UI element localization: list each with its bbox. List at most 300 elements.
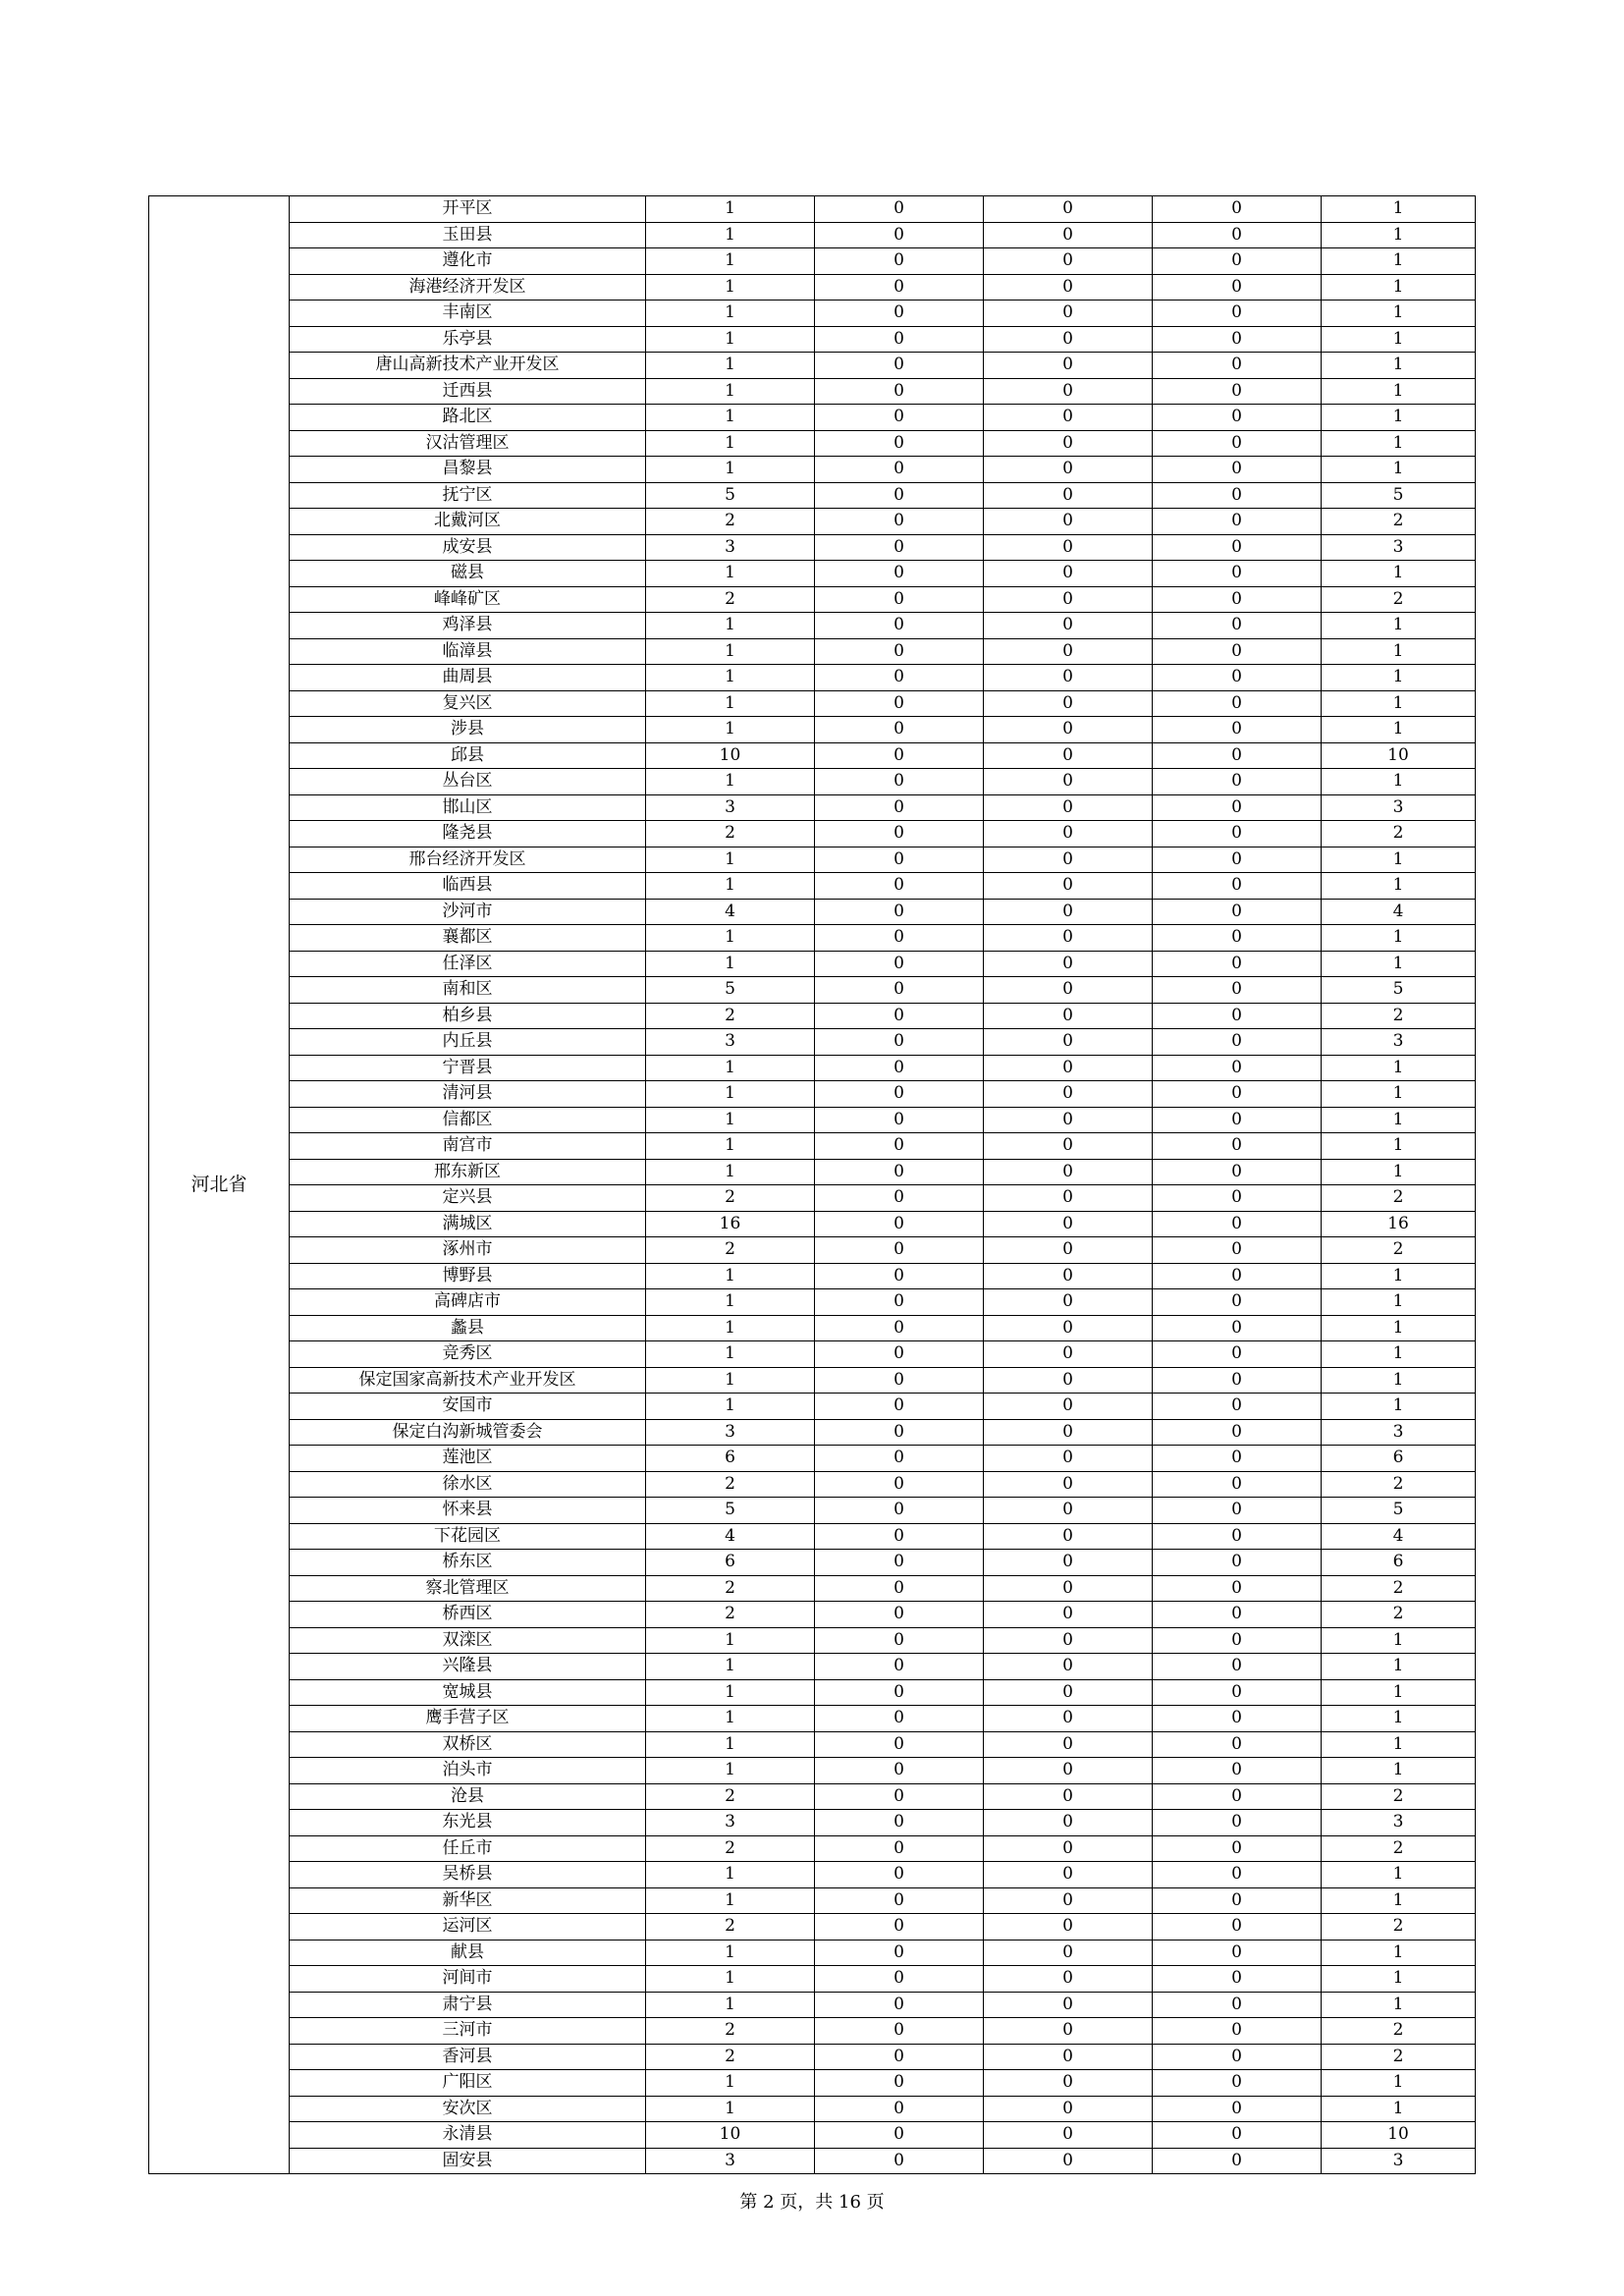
count-cell: 1 bbox=[1322, 1679, 1476, 1706]
table-row bbox=[149, 794, 1476, 821]
count-cell: 1 bbox=[1322, 561, 1476, 587]
table-row bbox=[149, 586, 1476, 613]
count-cell: 0 bbox=[815, 1679, 984, 1706]
table-row bbox=[149, 1185, 1476, 1212]
table-row bbox=[149, 326, 1476, 353]
count-cell: 0 bbox=[815, 613, 984, 639]
count-cell: 0 bbox=[1153, 222, 1322, 248]
count-cell: 0 bbox=[815, 2148, 984, 2174]
count-cell: 0 bbox=[815, 1758, 984, 1784]
count-cell: 0 bbox=[984, 1835, 1153, 1862]
district-name-cell: 安国市 bbox=[290, 1394, 646, 1420]
count-cell: 1 bbox=[646, 1394, 815, 1420]
count-cell: 0 bbox=[984, 222, 1153, 248]
count-cell: 0 bbox=[984, 457, 1153, 483]
table-row bbox=[149, 690, 1476, 717]
district-name-cell: 保定国家高新技术产业开发区 bbox=[290, 1367, 646, 1394]
district-name-cell: 临西县 bbox=[290, 873, 646, 900]
count-cell: 0 bbox=[815, 873, 984, 900]
count-cell: 0 bbox=[984, 769, 1153, 795]
district-name-cell: 峰峰矿区 bbox=[290, 586, 646, 613]
count-cell: 0 bbox=[815, 899, 984, 925]
count-cell: 0 bbox=[1153, 326, 1322, 353]
count-cell: 1 bbox=[646, 1289, 815, 1316]
count-cell: 0 bbox=[984, 1471, 1153, 1498]
district-name-cell: 海港经济开发区 bbox=[290, 274, 646, 301]
count-cell: 1 bbox=[1322, 690, 1476, 717]
count-cell: 1 bbox=[1322, 1315, 1476, 1341]
count-cell: 0 bbox=[984, 2148, 1153, 2174]
count-cell: 0 bbox=[1153, 1887, 1322, 1914]
count-cell: 0 bbox=[984, 1289, 1153, 1316]
count-cell: 1 bbox=[1322, 1289, 1476, 1316]
count-cell: 3 bbox=[1322, 2148, 1476, 2174]
table-row bbox=[149, 665, 1476, 691]
count-cell: 0 bbox=[984, 742, 1153, 769]
table-row bbox=[149, 1029, 1476, 1056]
count-cell: 1 bbox=[646, 1133, 815, 1160]
count-cell: 0 bbox=[815, 977, 984, 1004]
table-row bbox=[149, 1914, 1476, 1941]
count-cell: 2 bbox=[646, 1471, 815, 1498]
count-cell: 0 bbox=[984, 951, 1153, 977]
count-cell: 2 bbox=[646, 586, 815, 613]
count-cell: 2 bbox=[646, 1237, 815, 1264]
count-cell: 0 bbox=[984, 586, 1153, 613]
count-cell: 16 bbox=[1322, 1211, 1476, 1237]
count-cell: 1 bbox=[646, 274, 815, 301]
district-name-cell: 南宫市 bbox=[290, 1133, 646, 1160]
count-cell: 0 bbox=[984, 1419, 1153, 1446]
count-cell: 1 bbox=[646, 1367, 815, 1394]
count-cell: 1 bbox=[646, 769, 815, 795]
district-name-cell: 邯山区 bbox=[290, 794, 646, 821]
count-cell: 1 bbox=[646, 1940, 815, 1966]
count-cell: 6 bbox=[646, 1550, 815, 1576]
district-name-cell: 南和区 bbox=[290, 977, 646, 1004]
district-name-cell: 昌黎县 bbox=[290, 457, 646, 483]
count-cell: 0 bbox=[815, 1341, 984, 1368]
count-cell: 10 bbox=[646, 742, 815, 769]
table-row bbox=[149, 2096, 1476, 2122]
count-cell: 0 bbox=[1153, 196, 1322, 223]
count-cell: 0 bbox=[984, 1107, 1153, 1133]
table-row bbox=[149, 1237, 1476, 1264]
count-cell: 0 bbox=[815, 821, 984, 847]
count-cell: 1 bbox=[646, 1341, 815, 1368]
count-cell: 0 bbox=[1153, 717, 1322, 743]
count-cell: 0 bbox=[984, 1159, 1153, 1185]
table-row bbox=[149, 1550, 1476, 1576]
district-name-cell: 成安县 bbox=[290, 534, 646, 561]
district-name-cell: 高碑店市 bbox=[290, 1289, 646, 1316]
count-cell: 0 bbox=[1153, 1966, 1322, 1993]
district-name-cell: 隆尧县 bbox=[290, 821, 646, 847]
count-cell: 0 bbox=[1153, 690, 1322, 717]
count-cell: 1 bbox=[1322, 1940, 1476, 1966]
district-name-cell: 三河市 bbox=[290, 2018, 646, 2045]
count-cell: 1 bbox=[1322, 1055, 1476, 1081]
count-cell: 1 bbox=[646, 2070, 815, 2097]
count-cell: 0 bbox=[1153, 378, 1322, 405]
count-cell: 0 bbox=[984, 1237, 1153, 1264]
count-cell: 1 bbox=[1322, 665, 1476, 691]
table-row bbox=[149, 1810, 1476, 1836]
count-cell: 5 bbox=[1322, 977, 1476, 1004]
count-cell: 0 bbox=[1153, 2044, 1322, 2070]
count-cell: 0 bbox=[984, 2122, 1153, 2149]
count-cell: 0 bbox=[984, 1575, 1153, 1602]
table-row bbox=[149, 561, 1476, 587]
count-cell: 0 bbox=[815, 457, 984, 483]
count-cell: 0 bbox=[984, 1003, 1153, 1029]
count-cell: 0 bbox=[1153, 1081, 1322, 1108]
count-cell: 0 bbox=[815, 1731, 984, 1758]
district-name-cell: 襄都区 bbox=[290, 925, 646, 952]
count-cell: 2 bbox=[1322, 2044, 1476, 2070]
table-row bbox=[149, 1992, 1476, 2018]
table-row bbox=[149, 613, 1476, 639]
count-cell: 0 bbox=[815, 1394, 984, 1420]
count-cell: 2 bbox=[1322, 1237, 1476, 1264]
count-cell: 0 bbox=[1153, 1862, 1322, 1888]
table-row bbox=[149, 977, 1476, 1004]
table-row bbox=[149, 1289, 1476, 1316]
count-cell: 0 bbox=[815, 1211, 984, 1237]
district-name-cell: 蠡县 bbox=[290, 1315, 646, 1341]
count-cell: 0 bbox=[815, 1185, 984, 1212]
count-cell: 1 bbox=[646, 1654, 815, 1680]
count-cell: 5 bbox=[1322, 482, 1476, 509]
count-cell: 0 bbox=[815, 1602, 984, 1628]
district-name-cell: 新华区 bbox=[290, 1887, 646, 1914]
count-cell: 0 bbox=[984, 717, 1153, 743]
count-cell: 0 bbox=[815, 222, 984, 248]
table-row bbox=[149, 1263, 1476, 1289]
district-name-cell: 广阳区 bbox=[290, 2070, 646, 2097]
count-cell: 0 bbox=[1153, 847, 1322, 873]
count-cell: 0 bbox=[984, 1498, 1153, 1524]
table-row bbox=[149, 222, 1476, 248]
count-cell: 0 bbox=[984, 534, 1153, 561]
count-cell: 2 bbox=[646, 821, 815, 847]
count-cell: 0 bbox=[984, 1367, 1153, 1394]
count-cell: 0 bbox=[984, 1185, 1153, 1212]
count-cell: 0 bbox=[1153, 1758, 1322, 1784]
count-cell: 0 bbox=[984, 509, 1153, 535]
table-row bbox=[149, 1654, 1476, 1680]
table-row bbox=[149, 2044, 1476, 2070]
count-cell: 3 bbox=[646, 794, 815, 821]
count-cell: 1 bbox=[1322, 248, 1476, 275]
table-row bbox=[149, 274, 1476, 301]
count-cell: 0 bbox=[1153, 951, 1322, 977]
count-cell: 0 bbox=[815, 248, 984, 275]
count-cell: 1 bbox=[1322, 1706, 1476, 1732]
district-name-cell: 肃宁县 bbox=[290, 1992, 646, 2018]
count-cell: 0 bbox=[815, 1835, 984, 1862]
count-cell: 0 bbox=[984, 1940, 1153, 1966]
district-name-cell: 柏乡县 bbox=[290, 1003, 646, 1029]
table-row bbox=[149, 1471, 1476, 1498]
count-cell: 0 bbox=[1153, 1471, 1322, 1498]
count-cell: 0 bbox=[1153, 1367, 1322, 1394]
count-cell: 16 bbox=[646, 1211, 815, 1237]
district-name-cell: 博野县 bbox=[290, 1263, 646, 1289]
count-cell: 0 bbox=[1153, 638, 1322, 665]
count-cell: 0 bbox=[815, 586, 984, 613]
district-name-cell: 运河区 bbox=[290, 1914, 646, 1941]
count-cell: 0 bbox=[1153, 1133, 1322, 1160]
count-cell: 0 bbox=[815, 2096, 984, 2122]
count-cell: 2 bbox=[1322, 509, 1476, 535]
count-cell: 0 bbox=[1153, 899, 1322, 925]
count-cell: 1 bbox=[646, 1055, 815, 1081]
table-row bbox=[149, 2018, 1476, 2045]
table-body bbox=[149, 196, 1476, 2174]
district-name-cell: 鸡泽县 bbox=[290, 613, 646, 639]
count-cell: 0 bbox=[815, 353, 984, 379]
count-cell: 0 bbox=[1153, 1107, 1322, 1133]
count-cell: 0 bbox=[984, 1133, 1153, 1160]
count-cell: 1 bbox=[646, 196, 815, 223]
count-cell: 0 bbox=[815, 509, 984, 535]
district-name-cell: 复兴区 bbox=[290, 690, 646, 717]
count-cell: 0 bbox=[1153, 274, 1322, 301]
table-row bbox=[149, 1081, 1476, 1108]
count-cell: 5 bbox=[1322, 1498, 1476, 1524]
table-row bbox=[149, 1835, 1476, 1862]
table-row bbox=[149, 353, 1476, 379]
count-cell: 0 bbox=[1153, 2018, 1322, 2045]
count-cell: 0 bbox=[815, 925, 984, 952]
count-cell: 3 bbox=[646, 1419, 815, 1446]
district-name-cell: 汉沽管理区 bbox=[290, 430, 646, 457]
table-row bbox=[149, 769, 1476, 795]
count-cell: 0 bbox=[984, 1315, 1153, 1341]
count-cell: 0 bbox=[984, 2044, 1153, 2070]
count-cell: 0 bbox=[984, 301, 1153, 327]
count-cell: 0 bbox=[1153, 482, 1322, 509]
count-cell: 2 bbox=[646, 1185, 815, 1212]
count-cell: 1 bbox=[1322, 1862, 1476, 1888]
table-row bbox=[149, 2070, 1476, 2097]
count-cell: 0 bbox=[815, 1471, 984, 1498]
count-cell: 0 bbox=[984, 977, 1153, 1004]
count-cell: 0 bbox=[1153, 2122, 1322, 2149]
count-cell: 1 bbox=[646, 873, 815, 900]
table-row bbox=[149, 1498, 1476, 1524]
count-cell: 0 bbox=[1153, 1550, 1322, 1576]
table-row bbox=[149, 1783, 1476, 1810]
count-cell: 1 bbox=[646, 1315, 815, 1341]
district-name-cell: 固安县 bbox=[290, 2148, 646, 2174]
count-cell: 0 bbox=[815, 1966, 984, 1993]
count-cell: 1 bbox=[1322, 613, 1476, 639]
district-name-cell: 河间市 bbox=[290, 1966, 646, 1993]
count-cell: 1 bbox=[646, 665, 815, 691]
district-name-cell: 抚宁区 bbox=[290, 482, 646, 509]
table-row bbox=[149, 1003, 1476, 1029]
district-name-cell: 乐亭县 bbox=[290, 326, 646, 353]
count-cell: 0 bbox=[1153, 405, 1322, 431]
count-cell: 2 bbox=[646, 1003, 815, 1029]
count-cell: 0 bbox=[1153, 1654, 1322, 1680]
count-cell: 0 bbox=[984, 1731, 1153, 1758]
table-row bbox=[149, 1055, 1476, 1081]
count-cell: 0 bbox=[984, 1654, 1153, 1680]
count-cell: 1 bbox=[1322, 1081, 1476, 1108]
count-cell: 2 bbox=[1322, 1575, 1476, 1602]
count-cell: 0 bbox=[1153, 873, 1322, 900]
count-cell: 5 bbox=[646, 977, 815, 1004]
count-cell: 0 bbox=[815, 2044, 984, 2070]
count-cell: 3 bbox=[1322, 534, 1476, 561]
count-cell: 0 bbox=[984, 1602, 1153, 1628]
count-cell: 3 bbox=[1322, 794, 1476, 821]
count-cell: 5 bbox=[646, 482, 815, 509]
count-cell: 0 bbox=[984, 1523, 1153, 1550]
table-row bbox=[149, 1341, 1476, 1368]
count-cell: 3 bbox=[1322, 1029, 1476, 1056]
district-name-cell: 安次区 bbox=[290, 2096, 646, 2122]
count-cell: 1 bbox=[646, 301, 815, 327]
count-cell: 0 bbox=[815, 1446, 984, 1472]
count-cell: 0 bbox=[984, 2070, 1153, 2097]
count-cell: 1 bbox=[1322, 1966, 1476, 1993]
count-cell: 0 bbox=[1153, 1706, 1322, 1732]
count-cell: 0 bbox=[815, 534, 984, 561]
count-cell: 1 bbox=[1322, 457, 1476, 483]
count-cell: 0 bbox=[984, 1029, 1153, 1056]
count-cell: 1 bbox=[1322, 196, 1476, 223]
count-cell: 1 bbox=[646, 1627, 815, 1654]
count-cell: 0 bbox=[984, 1055, 1153, 1081]
count-cell: 0 bbox=[984, 1887, 1153, 1914]
count-cell: 0 bbox=[815, 274, 984, 301]
count-cell: 0 bbox=[984, 1758, 1153, 1784]
table-row bbox=[149, 1446, 1476, 1472]
count-cell: 0 bbox=[1153, 1055, 1322, 1081]
district-name-cell: 清河县 bbox=[290, 1081, 646, 1108]
district-name-cell: 唐山高新技术产业开发区 bbox=[290, 353, 646, 379]
table-row bbox=[149, 1731, 1476, 1758]
count-cell: 0 bbox=[984, 561, 1153, 587]
count-cell: 0 bbox=[984, 638, 1153, 665]
count-cell: 1 bbox=[1322, 2096, 1476, 2122]
count-cell: 0 bbox=[984, 2096, 1153, 2122]
count-cell: 0 bbox=[984, 430, 1153, 457]
count-cell: 0 bbox=[1153, 742, 1322, 769]
count-cell: 1 bbox=[646, 457, 815, 483]
count-cell: 0 bbox=[1153, 1315, 1322, 1341]
count-cell: 0 bbox=[1153, 794, 1322, 821]
district-name-cell: 丛台区 bbox=[290, 769, 646, 795]
count-cell: 0 bbox=[984, 1263, 1153, 1289]
count-cell: 1 bbox=[646, 925, 815, 952]
table-row bbox=[149, 1575, 1476, 1602]
count-cell: 0 bbox=[815, 1992, 984, 2018]
count-cell: 1 bbox=[1322, 769, 1476, 795]
table-row bbox=[149, 821, 1476, 847]
table-row bbox=[149, 534, 1476, 561]
table-row bbox=[149, 1602, 1476, 1628]
district-name-cell: 临漳县 bbox=[290, 638, 646, 665]
district-name-cell: 怀来县 bbox=[290, 1498, 646, 1524]
table-row bbox=[149, 899, 1476, 925]
district-name-cell: 永清县 bbox=[290, 2122, 646, 2149]
count-cell: 0 bbox=[1153, 1940, 1322, 1966]
count-cell: 0 bbox=[984, 378, 1153, 405]
count-cell: 4 bbox=[646, 1523, 815, 1550]
table-row bbox=[149, 2122, 1476, 2149]
count-cell: 1 bbox=[1322, 717, 1476, 743]
count-cell: 1 bbox=[1322, 222, 1476, 248]
count-cell: 0 bbox=[815, 1862, 984, 1888]
count-cell: 0 bbox=[815, 1523, 984, 1550]
count-cell: 1 bbox=[646, 717, 815, 743]
count-cell: 2 bbox=[1322, 586, 1476, 613]
count-cell: 0 bbox=[1153, 1992, 1322, 2018]
district-name-cell: 邢台经济开发区 bbox=[290, 847, 646, 873]
count-cell: 1 bbox=[1322, 2070, 1476, 2097]
count-cell: 1 bbox=[1322, 873, 1476, 900]
count-cell: 1 bbox=[1322, 378, 1476, 405]
province-cell: 河北省 bbox=[149, 196, 290, 2174]
count-cell: 1 bbox=[646, 847, 815, 873]
count-cell: 4 bbox=[1322, 899, 1476, 925]
count-cell: 0 bbox=[815, 769, 984, 795]
district-name-cell: 献县 bbox=[290, 1940, 646, 1966]
table-row bbox=[149, 301, 1476, 327]
district-name-cell: 莲池区 bbox=[290, 1446, 646, 1472]
table-row bbox=[149, 1523, 1476, 1550]
count-cell: 0 bbox=[1153, 2070, 1322, 2097]
count-cell: 0 bbox=[984, 1446, 1153, 1472]
count-cell: 1 bbox=[646, 222, 815, 248]
count-cell: 0 bbox=[815, 1550, 984, 1576]
district-name-cell: 涿州市 bbox=[290, 1237, 646, 1264]
count-cell: 1 bbox=[646, 2096, 815, 2122]
district-name-cell: 鹰手营子区 bbox=[290, 1706, 646, 1732]
count-cell: 0 bbox=[1153, 534, 1322, 561]
count-cell: 0 bbox=[984, 899, 1153, 925]
count-cell: 1 bbox=[646, 430, 815, 457]
district-name-cell: 沙河市 bbox=[290, 899, 646, 925]
count-cell: 1 bbox=[1322, 326, 1476, 353]
count-cell: 0 bbox=[1153, 769, 1322, 795]
count-cell: 0 bbox=[984, 1211, 1153, 1237]
count-cell: 0 bbox=[815, 1055, 984, 1081]
count-cell: 0 bbox=[1153, 1498, 1322, 1524]
district-name-cell: 任泽区 bbox=[290, 951, 646, 977]
count-cell: 0 bbox=[815, 742, 984, 769]
count-cell: 0 bbox=[815, 794, 984, 821]
count-cell: 1 bbox=[1322, 1341, 1476, 1368]
district-name-cell: 玉田县 bbox=[290, 222, 646, 248]
count-cell: 1 bbox=[1322, 1627, 1476, 1654]
count-cell: 0 bbox=[984, 1081, 1153, 1108]
count-cell: 0 bbox=[815, 2122, 984, 2149]
count-cell: 0 bbox=[1153, 977, 1322, 1004]
count-cell: 0 bbox=[815, 1029, 984, 1056]
count-cell: 0 bbox=[815, 1081, 984, 1108]
count-cell: 0 bbox=[815, 665, 984, 691]
table-row bbox=[149, 1367, 1476, 1394]
table-row bbox=[149, 1419, 1476, 1446]
count-cell: 10 bbox=[646, 2122, 815, 2149]
count-cell: 0 bbox=[815, 561, 984, 587]
